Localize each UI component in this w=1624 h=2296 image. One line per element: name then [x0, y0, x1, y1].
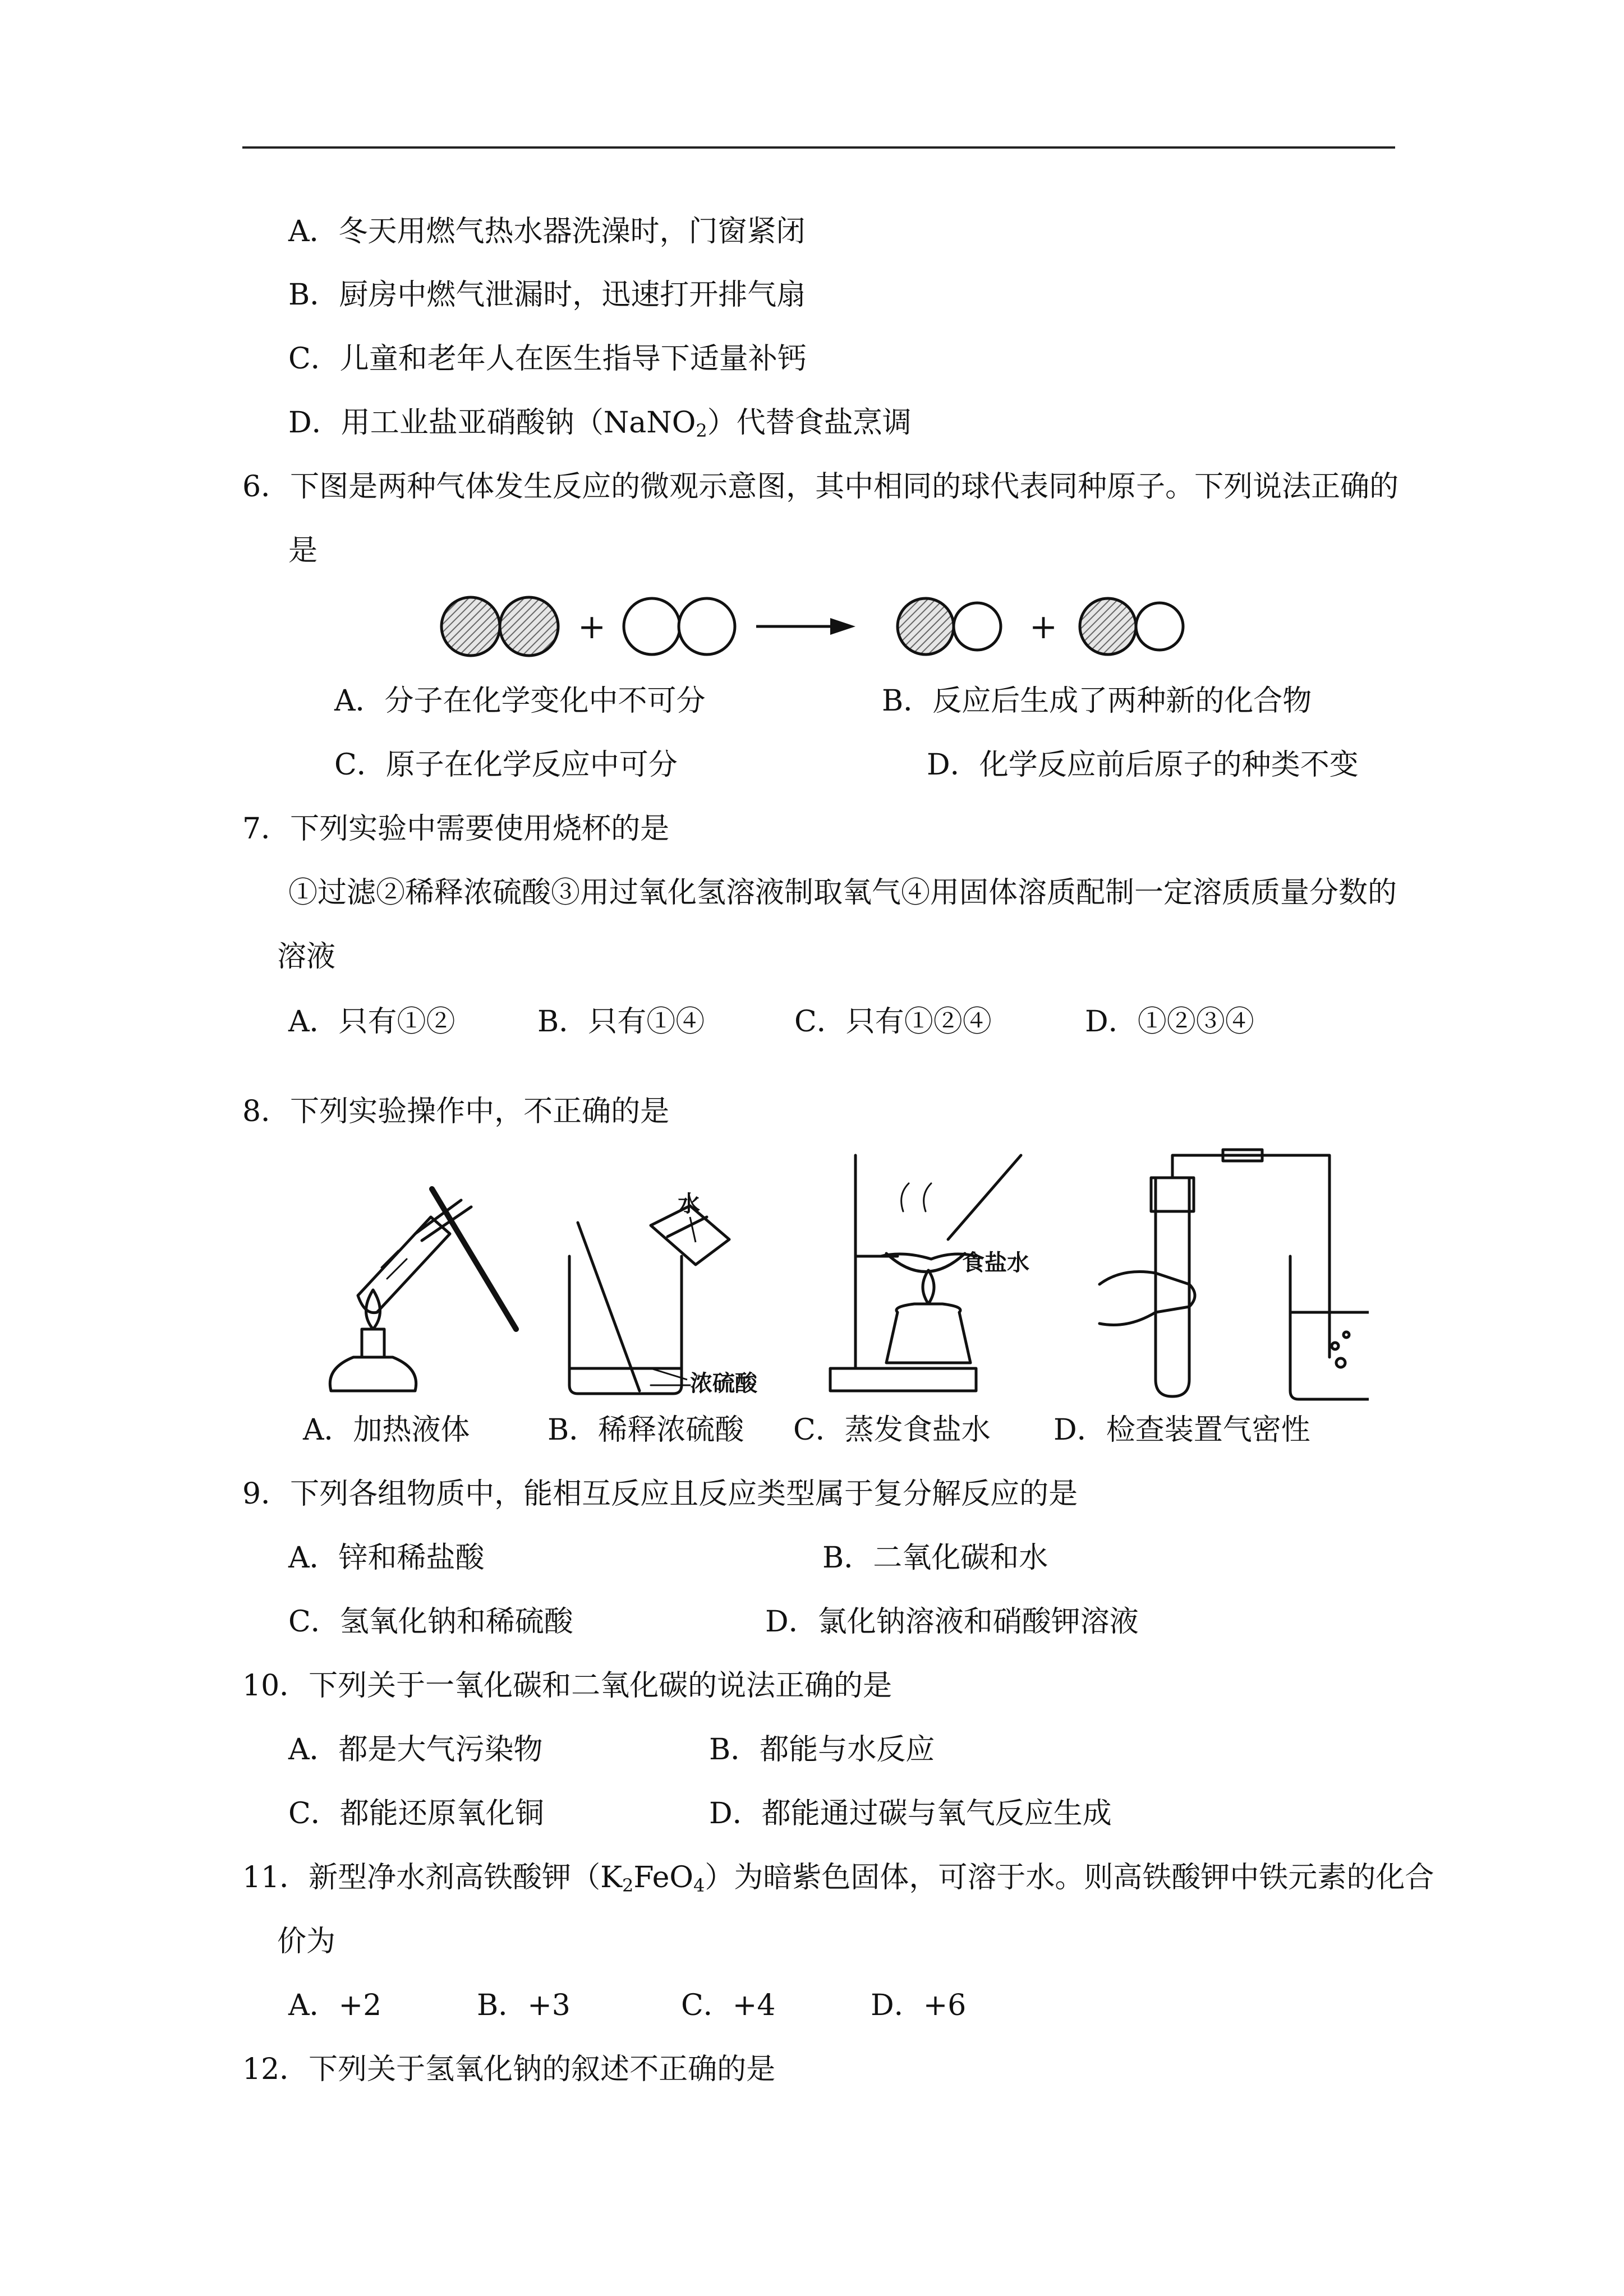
q11-stem-continued: 价为: [277, 1925, 336, 1958]
dilute-acid-apparatus: [569, 1206, 729, 1394]
q6-option-d: D．化学反应前后原子的种类不变: [927, 748, 1359, 782]
q9-option-d: D．氯化钠溶液和硝酸钾溶液: [765, 1605, 1139, 1639]
q6-stem-continued: 是: [288, 534, 318, 568]
q5-option-d-tail: ）代替食盐烹调: [707, 406, 912, 440]
q11-subscript-k: 2: [622, 1875, 634, 1896]
q10-option-a: A．都是大气污染物: [288, 1733, 543, 1767]
q5-option-d: [288, 405, 912, 441]
reactant-molecule-shaded: [441, 597, 558, 656]
label-water: 水: [678, 1191, 700, 1217]
reaction-diagram: [438, 589, 1212, 665]
q5-option-c: C．儿童和老年人在医生指导下适量补钙: [288, 342, 807, 376]
q6-option-a: A．分子在化学变化中不可分: [334, 684, 706, 718]
q5-option-d-subscript: 2: [696, 420, 707, 441]
plus-sign-right: +: [1029, 607, 1058, 647]
plus-sign-left: +: [577, 607, 606, 647]
label-brine: 食盐水: [962, 1250, 1029, 1276]
q8-stem: 8．下列实验操作中，不正确的是: [242, 1095, 670, 1128]
q11-option-b: B．+3: [477, 1989, 571, 2022]
q11-stem: [242, 1860, 1434, 1896]
q7-option-d: D．①②③④: [1085, 1005, 1254, 1039]
q10-stem: 10．下列关于一氧化碳和二氧化碳的说法正确的是: [242, 1669, 892, 1703]
q11-stem-tail: ）为暗紫色固体，可溶于水。则高铁酸钾中铁元素的化合: [705, 1861, 1434, 1894]
q10-option-b: B．都能与水反应: [709, 1733, 935, 1767]
q6-option-c: C．原子在化学反应中可分: [334, 748, 678, 782]
q11-stem-text: 11．新型净水剂高铁酸钾（K: [242, 1861, 623, 1894]
q11-option-a: A．+2: [288, 1989, 382, 2022]
q9-option-a: A．锌和稀盐酸: [288, 1541, 485, 1575]
q9-option-c: C．氢氧化钠和稀硫酸: [288, 1605, 573, 1639]
reaction-arrow: [756, 618, 855, 635]
product-molecule-2: [1080, 598, 1183, 654]
q8-option-c: C．蒸发食盐水: [793, 1413, 991, 1447]
q8-option-d: D．检查装置气密性: [1053, 1413, 1310, 1447]
header-rule: [242, 146, 1395, 149]
q11-option-d: D．+6: [871, 1989, 967, 2022]
q11-subscript-o: 4: [693, 1875, 705, 1896]
airtightness-check-apparatus: [1099, 1150, 1369, 1399]
q11-formula-feo: FeO: [633, 1861, 694, 1894]
reactant-molecule-white: [624, 598, 735, 654]
q11-option-c: C．+4: [681, 1989, 776, 2022]
label-concentrated-sulfuric-acid: 浓硫酸: [690, 1370, 757, 1396]
q7-option-b: B．只有①④: [537, 1005, 705, 1039]
q6-stem: 6．下图是两种气体发生反应的微观示意图，其中相同的球代表同种原子。下列说法正确的: [242, 470, 1399, 504]
q5-option-a: A．冬天用燃气热水器洗澡时，门窗紧闭: [288, 215, 806, 248]
q9-option-b: B．二氧化碳和水: [822, 1541, 1048, 1575]
product-molecule-1: [898, 598, 1001, 654]
q7-option-a: A．只有①②: [288, 1005, 456, 1039]
q12-stem: 12．下列关于氢氧化钠的叙述不正确的是: [242, 2053, 776, 2086]
heating-liquid-apparatus: [330, 1189, 516, 1391]
q9-stem: 9．下列各组物质中，能相互反应且反应类型属于复分解反应的是: [242, 1477, 1078, 1511]
q8-option-a: A．加热液体: [303, 1413, 470, 1447]
q6-option-b: B．反应后生成了两种新的化合物: [882, 684, 1312, 718]
q5-option-d-text: D．用工业盐亚硝酸钠（NaNO: [288, 406, 696, 440]
q7-stem: 7．下列实验中需要使用烧杯的是: [242, 812, 670, 846]
q7-items: ①过滤②稀释浓硫酸③用过氧化氢溶液制取氧气④用固体溶质配制一定溶质质量分数的: [288, 876, 1397, 910]
q7-items-continued: 溶液: [277, 940, 336, 974]
q8-option-b: B．稀释浓硫酸: [548, 1413, 744, 1447]
q7-option-c: C．只有①②④: [794, 1005, 992, 1039]
q5-option-b: B．厨房中燃气泄漏时，迅速打开排气扇: [288, 278, 806, 312]
lab-operations-figure: [303, 1144, 1369, 1402]
q10-option-d: D．都能通过碳与氧气反应生成: [709, 1797, 1112, 1831]
q10-option-c: C．都能还原氧化铜: [288, 1797, 544, 1831]
